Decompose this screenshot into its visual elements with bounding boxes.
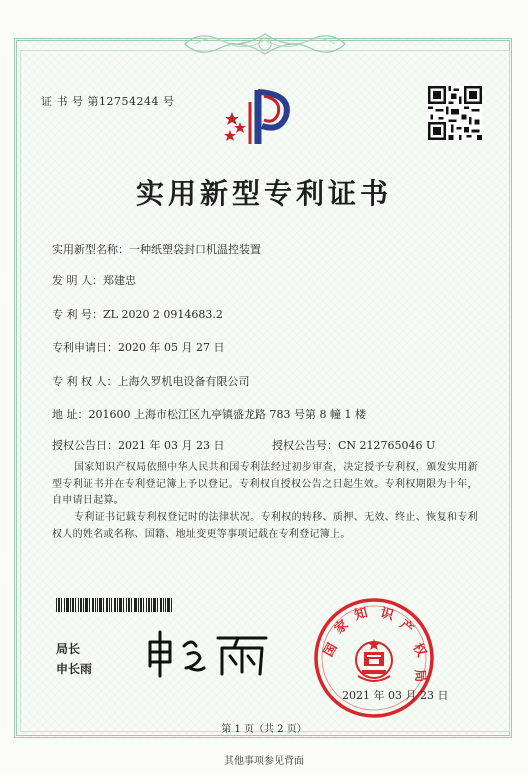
svg-text:识: 识 — [378, 605, 396, 624]
seal-date: 2021 年 03 月 23 日 — [342, 689, 449, 702]
footer-note: 其他事项参见背面 — [224, 756, 304, 767]
patentee-name: 上海久罗机电设备有限公司 — [117, 375, 250, 388]
svg-text:知: 知 — [352, 605, 370, 624]
qr-code — [428, 86, 482, 140]
field-label: 专 利 号： — [52, 308, 103, 321]
grant-number: CN 212765046 U — [338, 439, 436, 452]
field-label: 授权公告号： — [272, 439, 338, 452]
rosette-ornament — [180, 26, 350, 62]
patent-number-row — [52, 306, 223, 322]
utility-model-name: 一种纸塑袋封口机温控装置 — [129, 243, 261, 256]
svg-text:家: 家 — [331, 617, 352, 638]
svg-text:产: 产 — [396, 617, 417, 638]
filing-date: 2020 年 05 月 27 日 — [118, 341, 225, 354]
certificate-number: 证 书 号 第12754244 号 — [41, 95, 175, 108]
grant-statement-paragraph: 国家知识产权局依照中华人民共和国专利法经过初步审查，决定授予专利权，颁发实用新型专利证书并在专利登记簿上予以登记。专利权自授权公告之日起生效。专利权期限为十年，自申请日起算。 — [52, 462, 478, 506]
patentee-row — [52, 373, 250, 389]
document-title: 实用新型专利证书 — [135, 177, 392, 210]
svg-text:权: 权 — [409, 640, 429, 660]
utility-model-name-row — [52, 241, 261, 257]
address: 201600 上海市松江区九亭镇盛龙路 783 号第 8 幢 1 楼 — [88, 408, 366, 421]
patent-number: ZL 2020 2 0914683.2 — [103, 308, 223, 321]
field-label: 专利申请日： — [52, 341, 118, 354]
svg-text:局: 局 — [411, 668, 428, 683]
grant-date-row — [52, 437, 224, 453]
field-label: 专 利 权 人： — [52, 375, 118, 388]
signer-name: 申长雨 — [56, 662, 93, 676]
inventor-name: 郑建忠 — [103, 274, 136, 287]
grant-number-row — [272, 437, 435, 453]
cnipa-logo-icon — [220, 82, 300, 150]
page-number: 第 1 页（共 2 页） — [221, 724, 307, 735]
field-label: 地 址： — [52, 408, 89, 421]
address-row — [52, 406, 366, 422]
field-label: 发 明 人： — [52, 274, 103, 287]
field-label: 授权公告日： — [52, 439, 118, 452]
signer-title: 局长 — [56, 642, 81, 656]
svg-text:国: 国 — [321, 640, 341, 660]
field-label: 实用新型名称： — [52, 243, 129, 256]
inventor-row — [52, 272, 136, 288]
filing-date-row — [52, 339, 224, 355]
handwritten-signature — [140, 628, 280, 678]
grant-date: 2021 年 03 月 23 日 — [118, 439, 225, 452]
barcode — [56, 598, 172, 612]
legal-status-paragraph: 专利证书记载专利权登记时的法律状况。专利权的转移、质押、无效、终止、恢复和专利权人的姓名或名称、国籍、地址变更等事项记载在专利登记簿上。 — [52, 512, 478, 540]
